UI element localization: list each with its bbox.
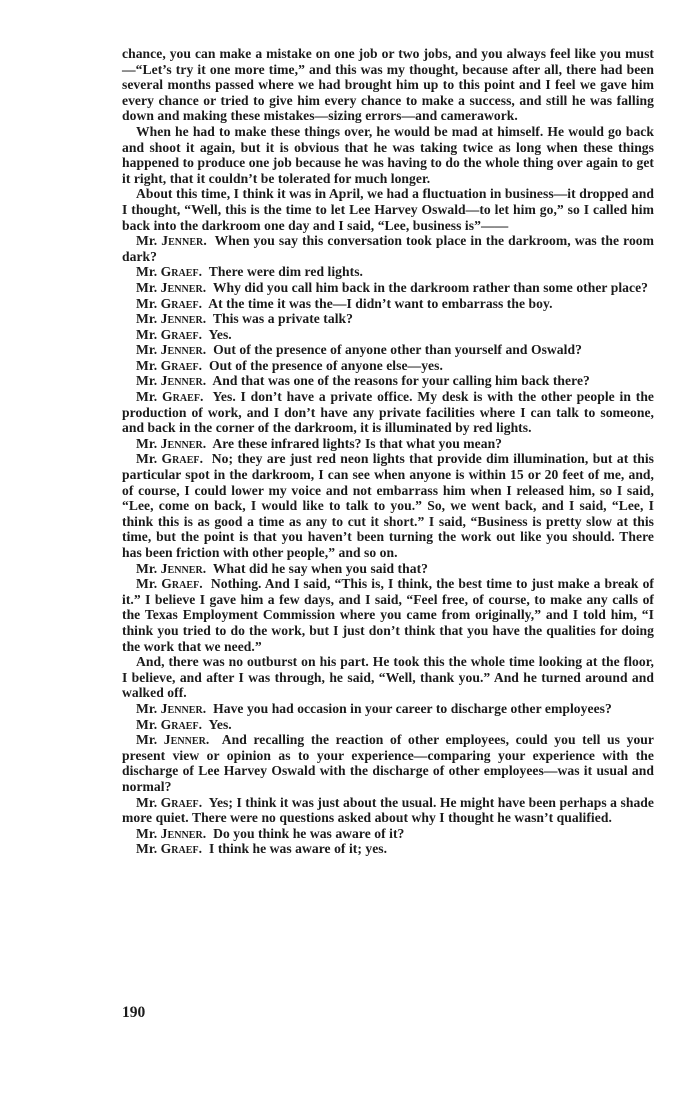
dialogue-paragraph (122, 373, 654, 389)
dialogue-paragraph (122, 342, 654, 358)
page-number: 190 (122, 1004, 146, 1021)
paragraph-text: When he had to make these things over, he would be mad at himself. He would go back and shoot it again, but it is obvious that he was taking twice as long when these things happened to produce one job because he was having to do the whole thing over again to get it right, that it couldn’t be tolerated for much longer. (122, 123, 654, 186)
speaker-honorific: Mr. (136, 264, 158, 280)
speaker-label: Mr. Graef. (136, 389, 213, 405)
speaker-honorific: Mr. (136, 357, 158, 373)
speaker-name: Graef (160, 264, 199, 280)
speaker-label: Mr. Graef. (136, 357, 210, 373)
speaker-honorific: Mr. (136, 435, 158, 451)
speaker-name: Jenner (160, 435, 203, 451)
speaker-honorific: Mr. (136, 794, 158, 810)
dialogue-paragraph (122, 358, 654, 374)
speaker-name: Graef (161, 389, 201, 405)
speaker-label: Mr. Jenner. (136, 342, 214, 358)
paragraph-text: Do you think he was aware of it? (213, 825, 405, 841)
paragraph-text: And recalling the reaction of other employees, could you tell us your present view or opinion as to your experience—comparing your experience with the discharge of Lee Harvey Oswald with the discharge of other employees—was it usual and normal? (122, 732, 654, 794)
body-paragraph (122, 46, 654, 124)
speaker-label: Mr. Jenner. (136, 311, 213, 327)
dialogue-paragraph (122, 327, 654, 343)
speaker-label: Mr. Graef. (136, 326, 209, 342)
paragraph-text: And, there was no outburst on his part. He took this the whole time looking at the floor, I believe, and after I was through, he said, “Well, thank you.” And he turned around and walked off. (122, 654, 654, 701)
speaker-honorific: Mr. (136, 311, 158, 327)
speaker-name: Graef (160, 295, 199, 311)
speaker-label: Mr. Graef. (136, 451, 212, 467)
paragraph-text: There were dim red lights. (208, 264, 363, 280)
speaker-name: Jenner (160, 560, 203, 576)
dialogue-paragraph (122, 311, 654, 327)
speaker-honorific: Mr. (136, 700, 158, 716)
paragraph-text: Are these infrared lights? Is that what you mean? (212, 435, 503, 451)
dialogue-paragraph (122, 264, 654, 280)
speaker-honorific: Mr. (136, 233, 158, 249)
speaker-label: Mr. Jenner. (136, 279, 213, 295)
speaker-name: Graef (161, 576, 200, 592)
speaker-name: Jenner (163, 732, 206, 748)
speaker-name: Graef (160, 716, 199, 732)
speaker-name: Jenner (160, 342, 203, 358)
speaker-label: Mr. Jenner. (136, 435, 213, 451)
dialogue-paragraph (122, 389, 654, 436)
dialogue-paragraph (122, 233, 654, 264)
dialogue-paragraph (122, 826, 654, 842)
speaker-name: Graef (160, 841, 199, 857)
paragraph-text: About this time, I think it was in April, we had a fluctuation in business—it dropped and I thought, “Well, this is the time to let Lee Harvey Oswald—to let him go,” so I called him back into the darkroom one day and I said, “Lee, business is”—— (122, 186, 654, 233)
body-paragraph (122, 124, 654, 186)
speaker-name: Jenner (160, 279, 203, 295)
speaker-honorific: Mr. (136, 560, 158, 576)
body-paragraph (122, 654, 654, 701)
speaker-honorific: Mr. (136, 451, 158, 467)
paragraph-text: chance, you can make a mistake on one job or two jobs, and you always feel like you must—“Let’s try it one more time,” and this was my thought, because after all, there had been several months passed where we had brought him up to this point and I feel we gave him every chance or tried to give him every chance to make a success, and still he was falling down and making these mistakes—sizing errors—and camerawork. (122, 46, 654, 124)
dialogue-paragraph (122, 795, 654, 826)
dialogue-paragraph (122, 717, 654, 733)
paragraph-text: Yes; I think it was just about the usual. He might have been perhaps a shade more quiet. There were no questions asked about why I thought he wasn’t qualified. (122, 794, 654, 826)
dialogue-paragraph (122, 701, 654, 717)
speaker-honorific: Mr. (136, 342, 158, 358)
paragraph-text: I think he was aware of it; yes. (209, 841, 388, 857)
dialogue-paragraph (122, 451, 654, 560)
speaker-honorific: Mr. (136, 732, 158, 748)
paragraph-text: Yes. (208, 716, 232, 732)
dialogue-paragraph (122, 561, 654, 577)
speaker-honorific: Mr. (136, 716, 158, 732)
speaker-honorific: Mr. (136, 389, 158, 405)
body-paragraph (122, 186, 654, 233)
speaker-name: Jenner (161, 233, 204, 249)
speaker-name: Graef (161, 451, 200, 467)
speaker-label: Mr. Jenner. (136, 233, 215, 249)
paragraph-text: Nothing. And I said, “This is, I think, the best time to just make a break of it.” I believe I gave him a few days, and I said, “Feel free, of course, to make any calls of the Texas Employment Commission where you came from originally,” and I told him, “I think you tried to do the work, but I just don’t think that you have the qualities for doing the work that we need.” (122, 576, 654, 654)
speaker-honorific: Mr. (136, 825, 158, 841)
speaker-name: Jenner (160, 825, 203, 841)
dialogue-paragraph (122, 296, 654, 312)
paragraph-text: Out of the presence of anyone other than yourself and Oswald? (213, 342, 582, 358)
paragraph-text: Yes. I don’t have a private office. My desk is with the other people in the production of work, and I don’t have any private facilities where I can talk to someone, and back in the corner of the darkroom, it is illuminated by red lights. (122, 389, 655, 436)
paragraph-text: Why did you call him back in the darkroom rather than some other place? (212, 279, 649, 295)
dialogue-paragraph (122, 436, 654, 452)
paragraph-text: And that was one of the reasons for your calling him back there? (212, 373, 590, 389)
paragraph-text: Out of the presence of anyone else—yes. (209, 357, 443, 373)
paragraph-text: At the time it was the—I didn’t want to embarrass the boy. (208, 295, 553, 311)
speaker-name: Graef (160, 794, 199, 810)
speaker-label: Mr. Graef. (136, 716, 209, 732)
speaker-label: Mr. Graef. (136, 264, 209, 280)
speaker-label: Mr. Jenner. (136, 732, 222, 748)
testimony-text (122, 46, 654, 857)
speaker-label: Mr. Jenner. (136, 700, 214, 716)
speaker-label: Mr. Graef. (136, 794, 209, 810)
paragraph-text: Have you had occasion in your career to discharge other employees? (213, 700, 612, 716)
dialogue-paragraph (122, 576, 654, 654)
speaker-label: Mr. Graef. (136, 576, 211, 592)
speaker-honorific: Mr. (136, 279, 158, 295)
dialogue-paragraph (122, 280, 654, 296)
paragraph-text: When you say this conversation took place in the darkroom, was the room dark? (122, 233, 655, 264)
paragraph-text: No; they are just red neon lights that provide dim illumination, but at this particular spot in the darkroom, I can see when anyone is within 15 or 20 feet of me, and, of course, I could lower my voice and not embarrass him when I released him, so I said, “Lee, come on back, I would like to talk to you.” So, we went back, and I said, “Lee, I think this is as good a time as any to cut it short.” I said, “Business is pretty slow at this time, but the point is that you haven’t been turning the work out like you should. There has been friction with other people,” and so on. (122, 451, 654, 560)
speaker-name: Graef (160, 357, 199, 373)
speaker-label: Mr. Graef. (136, 841, 210, 857)
paragraph-text: What did he say when you said that? (212, 560, 428, 576)
speaker-label: Mr. Jenner. (136, 825, 214, 841)
speaker-label: Mr. Graef. (136, 295, 209, 311)
paragraph-text: This was a private talk? (212, 311, 354, 327)
speaker-honorific: Mr. (136, 295, 158, 311)
speaker-name: Jenner (160, 373, 203, 389)
speaker-label: Mr. Jenner. (136, 373, 213, 389)
speaker-name: Jenner (160, 311, 203, 327)
speaker-honorific: Mr. (136, 373, 158, 389)
speaker-honorific: Mr. (136, 576, 158, 592)
paragraph-text: Yes. (208, 326, 232, 342)
dialogue-paragraph (122, 732, 654, 794)
speaker-name: Graef (160, 326, 199, 342)
speaker-honorific: Mr. (136, 841, 158, 857)
speaker-name: Jenner (160, 700, 203, 716)
speaker-label: Mr. Jenner. (136, 560, 213, 576)
speaker-honorific: Mr. (136, 326, 158, 342)
dialogue-paragraph (122, 841, 654, 857)
